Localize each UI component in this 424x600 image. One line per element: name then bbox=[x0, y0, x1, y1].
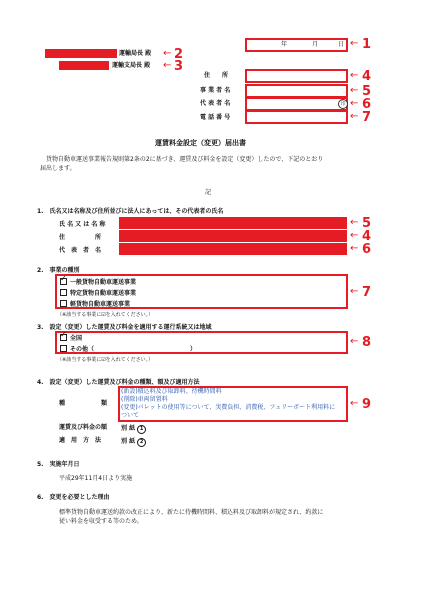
section4-kind-label: 種 類 bbox=[59, 400, 108, 407]
callout-s1-name: 5 bbox=[362, 216, 372, 231]
arrow-s3: ← bbox=[350, 336, 359, 347]
callout-5: 5 bbox=[362, 84, 372, 99]
section2-option-2-label: 特定貨物自動車運送事業 bbox=[70, 290, 137, 297]
section5-value: 平成29年11月4日より実施 bbox=[59, 475, 133, 482]
callout-s4: 9 bbox=[362, 397, 372, 412]
date-month: 月 bbox=[312, 41, 319, 48]
applicant-rep-field[interactable] bbox=[245, 97, 348, 111]
arrow-s4: ← bbox=[350, 398, 359, 409]
arrow-7: ← bbox=[350, 111, 359, 122]
recipient-1-field[interactable] bbox=[45, 49, 117, 58]
checkbox-icon[interactable] bbox=[60, 345, 67, 352]
callout-s1-rep: 6 bbox=[362, 242, 372, 257]
section2-heading: 2. 事業の種別 bbox=[37, 267, 80, 274]
date-year: 年 bbox=[281, 41, 288, 48]
arrow-s1-name: ← bbox=[350, 217, 359, 228]
arrow-5: ← bbox=[350, 85, 359, 96]
checkbox-checked-icon[interactable] bbox=[60, 334, 67, 341]
applicant-phone-label: 電 話 番 号 bbox=[200, 114, 231, 121]
section4-kind-line-1: (新設)積込料及び取卸料、待機時間料 bbox=[121, 388, 222, 395]
section3-heading: 3. 設定（変更）した運賃及び料金を適用する運行系統又は地域 bbox=[37, 324, 212, 331]
section1-name-label: 氏 名 又 は 名 称 bbox=[59, 221, 106, 228]
section4-kind-line-3: (変更)パレットの使用等について、実費負担、消費税、フェリーボート利用料に bbox=[121, 404, 336, 411]
section4-amount-text: 別 紙 bbox=[121, 425, 136, 432]
section4-amount-value bbox=[121, 425, 146, 434]
callout-1: 1 bbox=[362, 37, 372, 52]
arrow-3: ← bbox=[163, 60, 172, 71]
section1-heading: 1. 氏名又は名称及び住所並びに法人にあっては、その代表者の氏名 bbox=[37, 208, 224, 215]
callout-4: 4 bbox=[362, 69, 372, 84]
applicant-business-field[interactable] bbox=[245, 84, 348, 98]
section2-note: （※該当する事業に☑を入れてください。） bbox=[57, 312, 154, 318]
date-day: 日 bbox=[338, 41, 345, 48]
arrow-s1-rep: ← bbox=[350, 243, 359, 254]
arrow-6: ← bbox=[350, 98, 359, 109]
section2-option-3[interactable] bbox=[60, 301, 130, 308]
arrow-2: ← bbox=[163, 48, 172, 59]
applicant-rep-label: 代 表 者 名 bbox=[200, 100, 231, 107]
circled-number-1: 1 bbox=[137, 425, 146, 434]
checkbox-icon[interactable] bbox=[60, 300, 67, 307]
section6-line-2: 従い料金を収受する等のため。 bbox=[59, 518, 143, 525]
intro-line-2: 届出します。 bbox=[40, 165, 76, 172]
section3-note: （※該当する事業に☑を入れてください。） bbox=[57, 357, 154, 363]
section3-option-2-label: その他（ ） bbox=[70, 346, 197, 353]
arrow-s2: ← bbox=[350, 286, 359, 297]
section1-rep-field[interactable] bbox=[119, 243, 347, 255]
callout-s2: 7 bbox=[362, 285, 372, 300]
section3-option-1-label: 全国 bbox=[70, 335, 83, 342]
date-box[interactable] bbox=[245, 38, 348, 52]
section1-name-field[interactable] bbox=[119, 217, 347, 229]
section4-kind-line-2: (削除)車両留置料 bbox=[121, 396, 168, 403]
callout-s1-address: 4 bbox=[362, 229, 372, 244]
section2-option-1-label: 一般貨物自動車運送事業 bbox=[70, 279, 137, 286]
arrow-s1-address: ← bbox=[350, 230, 359, 241]
applicant-phone-field[interactable] bbox=[245, 110, 348, 124]
section2-option-1[interactable] bbox=[60, 279, 136, 286]
checkbox-icon[interactable] bbox=[60, 289, 67, 296]
arrow-4: ← bbox=[350, 70, 359, 81]
ki-heading: 記 bbox=[205, 189, 212, 196]
document-title: 運賃料金設定（変更）届出書 bbox=[155, 139, 246, 147]
callout-2: 2 bbox=[174, 47, 184, 62]
arrow-1: ← bbox=[350, 38, 359, 49]
section6-line-1: 標準貨物自動車運送約款の改正により、新たに待機時間料、積込料及び取卸料が規定され、約款に bbox=[59, 509, 324, 516]
callout-s3: 8 bbox=[362, 335, 372, 350]
seal-mark: 印 bbox=[338, 99, 348, 109]
circled-number-2: 2 bbox=[137, 438, 146, 447]
callout-3: 3 bbox=[174, 59, 184, 74]
recipient-2-label: 運輸支局長 殿 bbox=[112, 62, 151, 69]
recipient-2-field[interactable] bbox=[59, 61, 109, 70]
section5-heading: 5. 実施年月日 bbox=[37, 461, 80, 468]
recipient-1-label: 運輸局長 殿 bbox=[119, 50, 152, 57]
section6-heading: 6. 変更を必要とした理由 bbox=[37, 494, 110, 501]
section4-method-value bbox=[121, 438, 146, 447]
section1-address-label: 住 所 bbox=[59, 234, 102, 241]
section1-address-field[interactable] bbox=[119, 230, 347, 242]
section4-method-text: 別 紙 bbox=[121, 438, 136, 445]
callout-6: 6 bbox=[362, 97, 372, 112]
section3-option-1[interactable] bbox=[60, 335, 82, 342]
applicant-address-field[interactable] bbox=[245, 69, 348, 83]
applicant-business-label: 事 業 者 名 bbox=[200, 87, 231, 94]
section4-amount-label: 運賃及び料金の額 bbox=[59, 424, 108, 431]
section2-option-3-label: 軽貨物自動車運送事業 bbox=[70, 301, 131, 308]
section4-kind-line-4: ついて bbox=[121, 412, 140, 419]
section4-method-label: 適 用 方 法 bbox=[59, 437, 102, 444]
intro-line-1: 貨物自動車運送事業報告規則第2条の2に基づき、運賃及び料金を設定（変更）したので、下記のとおり bbox=[40, 156, 324, 163]
section1-rep-label: 代 表 者 名 bbox=[59, 247, 102, 254]
applicant-address-label: 住 所 bbox=[204, 72, 229, 79]
section3-option-2[interactable] bbox=[60, 346, 196, 353]
section4-heading: 4. 設定（変更）した運賃及び料金の種類、額及び適用方法 bbox=[37, 379, 200, 386]
checkbox-checked-icon[interactable] bbox=[60, 278, 67, 285]
section2-option-2[interactable] bbox=[60, 290, 136, 297]
callout-7: 7 bbox=[362, 110, 372, 125]
